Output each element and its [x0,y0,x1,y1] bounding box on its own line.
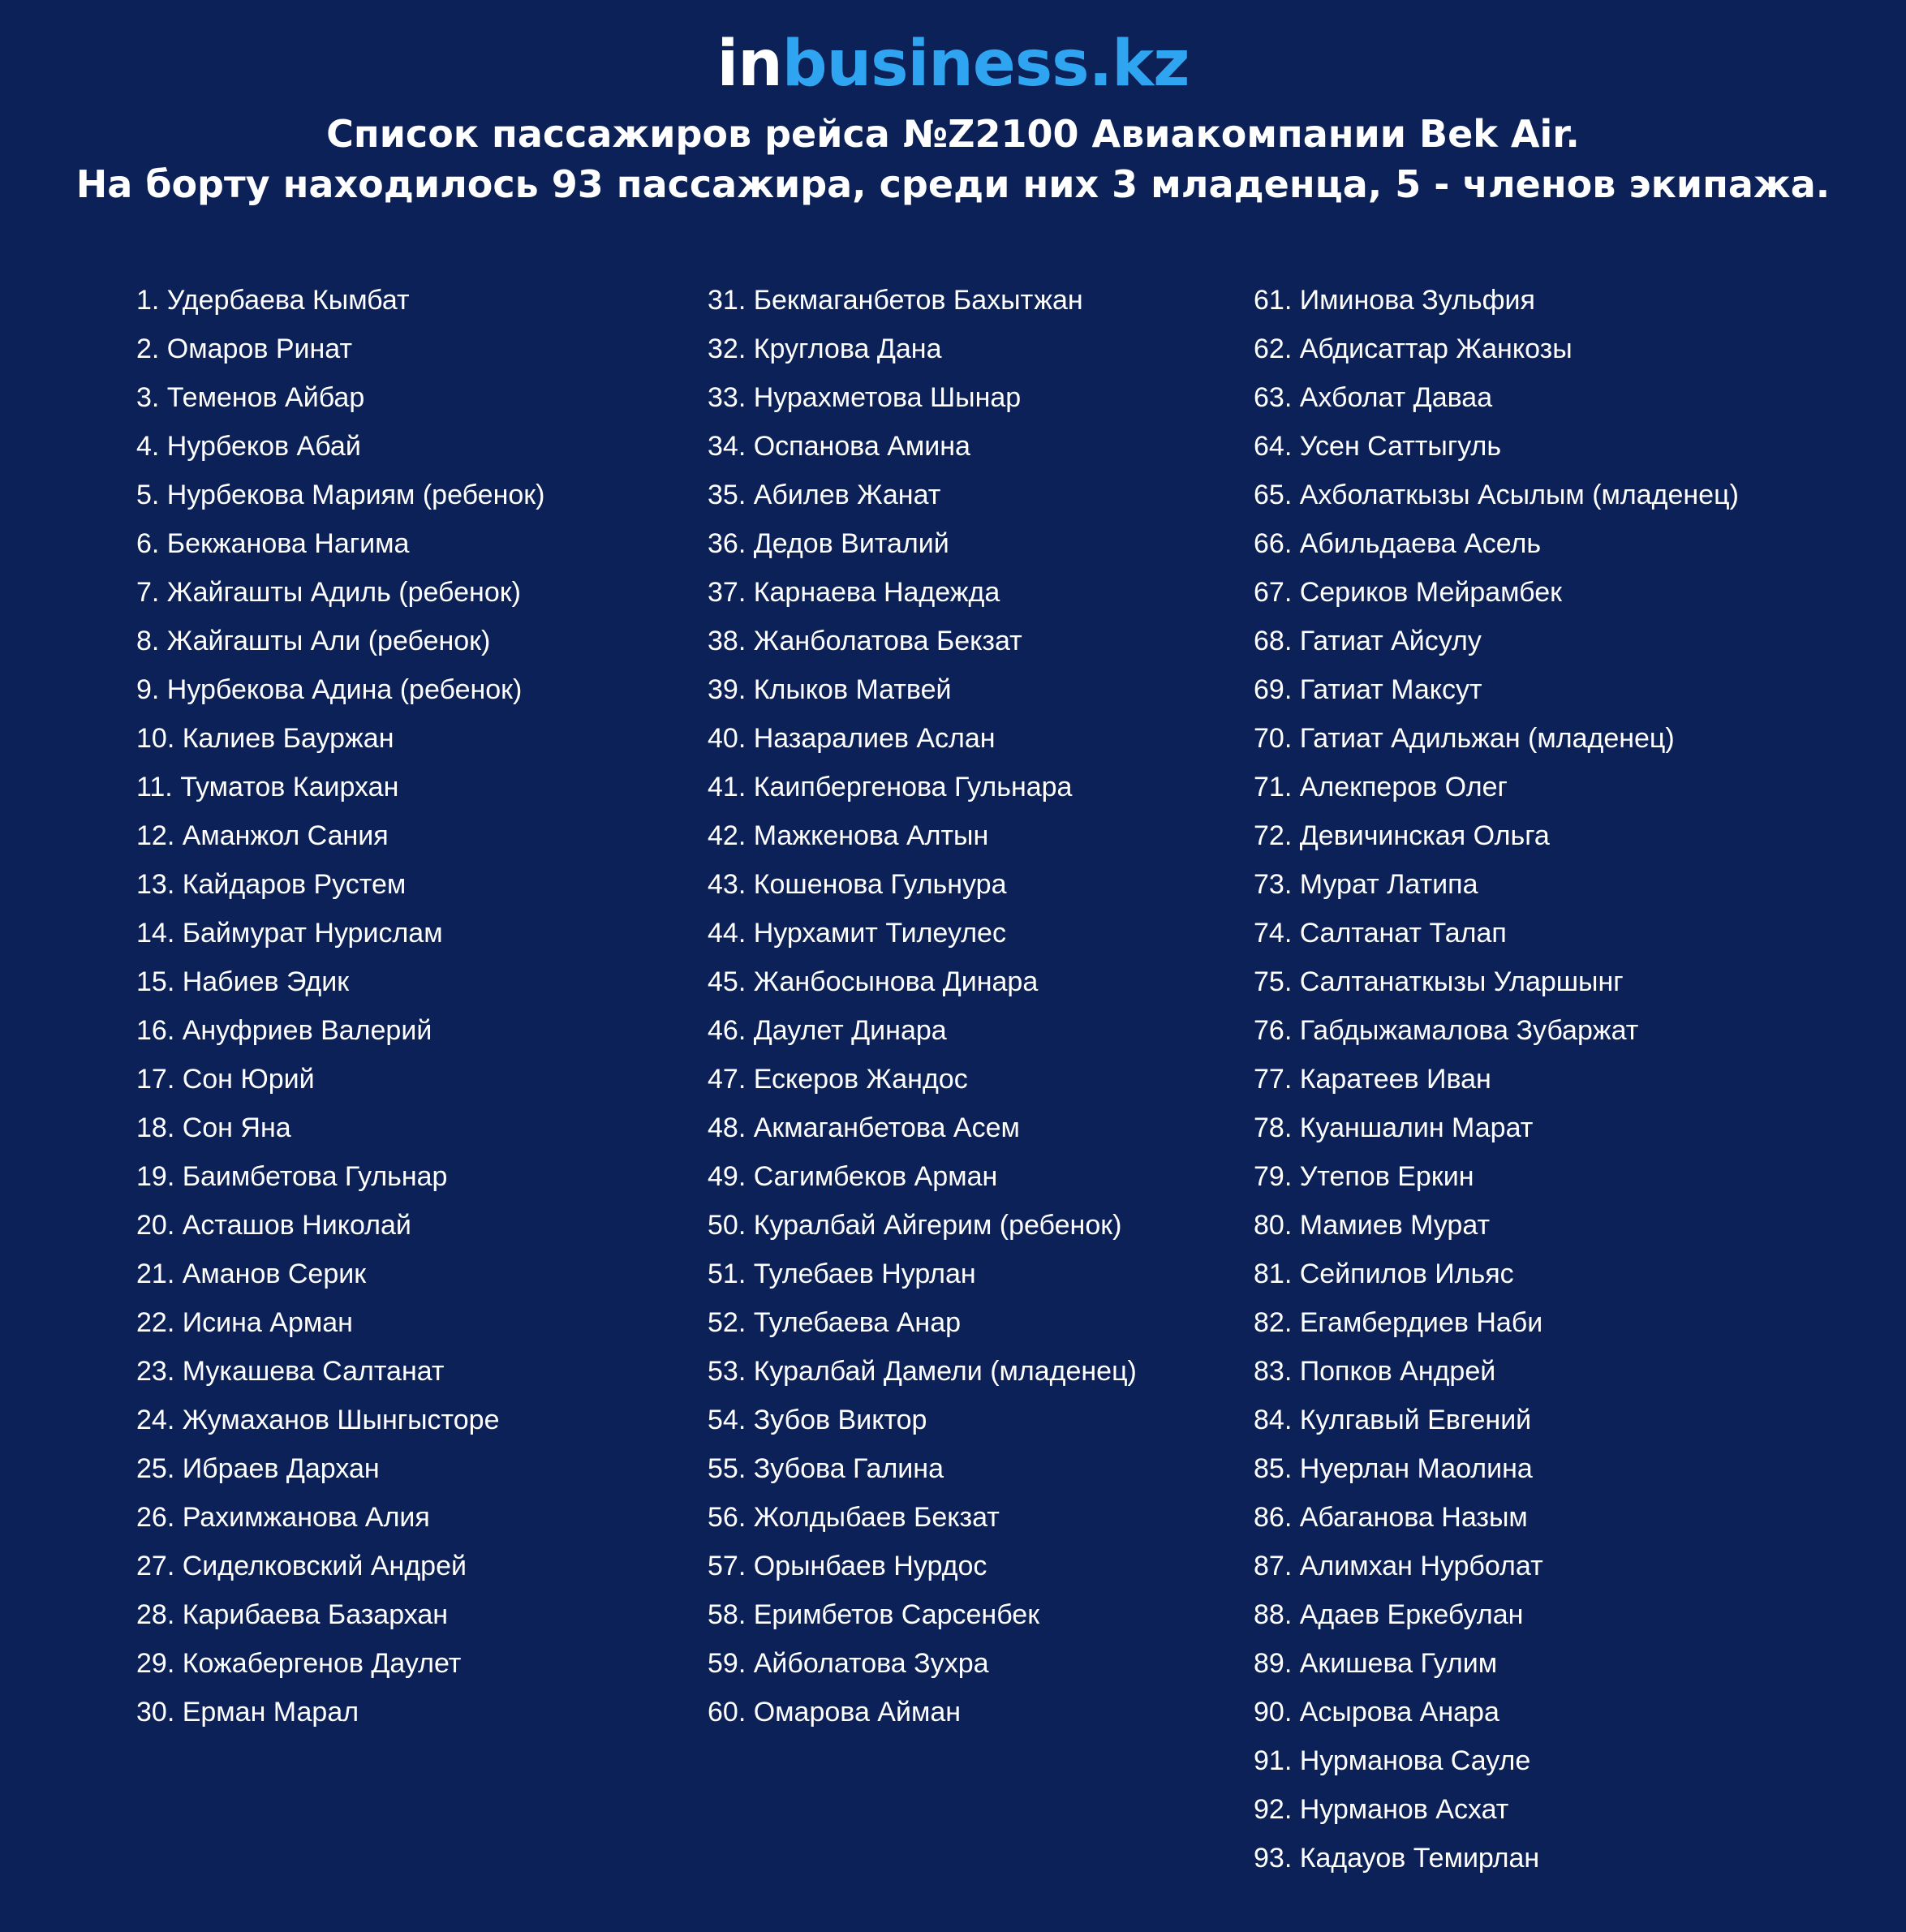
passenger-item: 41. Каипбергенова Гульнара [708,772,1073,802]
passenger-item: 61. Иминова Зульфия [1254,285,1535,316]
passenger-item: 81. Сейпилов Ильяс [1254,1259,1514,1289]
passenger-item: 34. Оспанова Амина [708,431,970,462]
logo-suffix: business.kz [781,28,1190,101]
passenger-item: 47. Ескеров Жандос [708,1064,968,1095]
passenger-item: 49. Сагимбеков Арман [708,1161,998,1192]
passenger-item: 56. Жолдыбаев Бекзат [708,1502,1000,1533]
passenger-item: 63. Ахболат Даваа [1254,382,1493,413]
passenger-item: 86. Абаганова Назым [1254,1502,1528,1533]
passenger-item: 40. Назаралиев Аслан [708,723,996,754]
passenger-item: 17. Сон Юрий [136,1064,315,1095]
passenger-item: 21. Аманов Серик [136,1259,367,1289]
passenger-item: 48. Акмаганбетова Асем [708,1112,1020,1143]
passenger-item: 65. Ахболаткызы Асылым (младенец) [1254,480,1739,510]
passenger-item: 27. Сиделковский Андрей [136,1551,467,1581]
passenger-item: 33. Нурахметова Шынар [708,382,1022,413]
passenger-item: 46. Даулет Динара [708,1015,947,1046]
passenger-column-2 [708,276,1137,1736]
passenger-item: 51. Тулебаев Нурлан [708,1259,976,1289]
passenger-item: 60. Омарова Айман [708,1697,962,1728]
title-line-1: Список пассажиров рейса №Z2100 Авиакомпании Bek Air. [326,112,1580,156]
passenger-item: 25. Ибраев Дархан [136,1453,380,1484]
logo-prefix: in [716,28,782,101]
passenger-item: 31. Бекмаганбетов Бахытжан [708,285,1083,316]
passenger-item: 16. Ануфриев Валерий [136,1015,432,1046]
passenger-item: 72. Девичинская Ольга [1254,820,1550,851]
passenger-item: 76. Габдыжамалова Зубаржат [1254,1015,1639,1046]
passenger-item: 1. Удербаева Кымбат [136,285,410,316]
passenger-item: 83. Попков Андрей [1254,1356,1496,1387]
passenger-item: 89. Акишева Гулим [1254,1648,1498,1679]
passenger-item: 8. Жайгашты Али (ребенок) [136,626,491,656]
passenger-item: 10. Калиев Бауржан [136,723,394,754]
passenger-item: 62. Абдисаттар Жанкозы [1254,333,1573,364]
passenger-item: 23. Мукашева Салтанат [136,1356,445,1387]
passenger-item: 82. Егамбердиев Наби [1254,1307,1543,1338]
passenger-item: 43. Кошенова Гульнура [708,869,1007,900]
passenger-item: 73. Мурат Латипа [1254,869,1478,900]
passenger-item: 9. Нурбекова Адина (ребенок) [136,674,523,705]
passenger-item: 11. Туматов Каирхан [136,772,399,802]
passenger-item: 74. Салтанат Талап [1254,918,1507,949]
passenger-item: 67. Сериков Мейрамбек [1254,577,1563,608]
title-line-2: На борту находилось 93 пассажира, среди них 3 младенца, 5 - членов экипажа. [75,162,1831,206]
page-title [0,109,1906,209]
passenger-item: 12. Аманжол Сания [136,820,389,851]
passenger-item: 80. Мамиев Мурат [1254,1210,1491,1241]
passenger-item: 7. Жайгашты Адиль (ребенок) [136,577,521,608]
passenger-item: 91. Нурманова Сауле [1254,1745,1531,1776]
passenger-item: 85. Нуерлан Маолина [1254,1453,1533,1484]
passenger-item: 30. Ерман Марал [136,1697,359,1728]
passenger-item: 64. Усен Саттыгуль [1254,431,1502,462]
passenger-item: 79. Утепов Еркин [1254,1161,1474,1192]
passenger-item: 15. Набиев Эдик [136,966,350,997]
passenger-item: 22. Исина Арман [136,1307,353,1338]
passenger-item: 42. Мажкенова Алтын [708,820,989,851]
passenger-item: 75. Салтанаткызы Уларшынг [1254,966,1624,997]
passenger-item: 69. Гатиат Максут [1254,674,1482,705]
passenger-item: 53. Куралбай Дамели (младенец) [708,1356,1137,1387]
passenger-item: 59. Айболатова Зухра [708,1648,989,1679]
passenger-item: 14. Баймурат Нурислам [136,918,443,949]
passenger-item: 5. Нурбекова Мариям (ребенок) [136,480,545,510]
passenger-item: 78. Куаншалин Марат [1254,1112,1534,1143]
passenger-item: 13. Кайдаров Рустем [136,869,407,900]
passenger-item: 26. Рахимжанова Алия [136,1502,430,1533]
passenger-item: 3. Теменов Айбар [136,382,365,413]
passenger-item: 90. Асырова Анара [1254,1697,1499,1728]
passenger-item: 66. Абильдаева Асель [1254,528,1542,559]
passenger-item: 92. Нурманов Асхат [1254,1794,1509,1825]
passenger-item: 87. Алимхан Нурболат [1254,1551,1543,1581]
passenger-item: 70. Гатиат Адильжан (младенец) [1254,723,1675,754]
passenger-item: 32. Круглова Дана [708,333,942,364]
passenger-item: 71. Алекперов Олег [1254,772,1508,802]
passenger-item: 44. Нурхамит Тилеулес [708,918,1006,949]
passenger-item: 37. Карнаева Надежда [708,577,1000,608]
passenger-item: 2. Омаров Ринат [136,333,353,364]
passenger-item: 38. Жанболатова Бекзат [708,626,1022,656]
passenger-item: 35. Абилев Жанат [708,480,941,510]
passenger-item: 24. Жумаханов Шынгысторе [136,1405,500,1435]
passenger-item: 6. Бекжанова Нагима [136,528,410,559]
passenger-item: 84. Кулгавый Евгений [1254,1405,1532,1435]
passenger-item: 19. Баимбетова Гульнар [136,1161,448,1192]
passenger-item: 93. Кадауов Темирлан [1254,1843,1540,1874]
passenger-item: 20. Асташов Николай [136,1210,411,1241]
passenger-item: 45. Жанбосынова Динара [708,966,1039,997]
passenger-item: 77. Каратеев Иван [1254,1064,1491,1095]
passenger-item: 55. Зубова Галина [708,1453,944,1484]
passenger-item: 88. Адаев Еркебулан [1254,1599,1524,1630]
passenger-item: 50. Куралбай Айгерим (ребенок) [708,1210,1122,1241]
passenger-item: 52. Тулебаева Анар [708,1307,962,1338]
passenger-item: 39. Клыков Матвей [708,674,952,705]
passenger-column-1 [136,276,544,1736]
passenger-item: 4. Нурбеков Абай [136,431,361,462]
passenger-item: 54. Зубов Виктор [708,1405,927,1435]
logo [0,28,1906,101]
passenger-item: 68. Гатиат Айсулу [1254,626,1482,656]
passenger-item: 36. Дедов Виталий [708,528,949,559]
passenger-item: 57. Орынбаев Нурдос [708,1551,987,1581]
passenger-item: 58. Еримбетов Сарсенбек [708,1599,1040,1630]
passenger-column-3 [1254,276,1739,1883]
passenger-item: 29. Кожабергенов Даулет [136,1648,462,1679]
passenger-item: 18. Сон Яна [136,1112,291,1143]
passenger-item: 28. Карибаева Базархан [136,1599,449,1630]
